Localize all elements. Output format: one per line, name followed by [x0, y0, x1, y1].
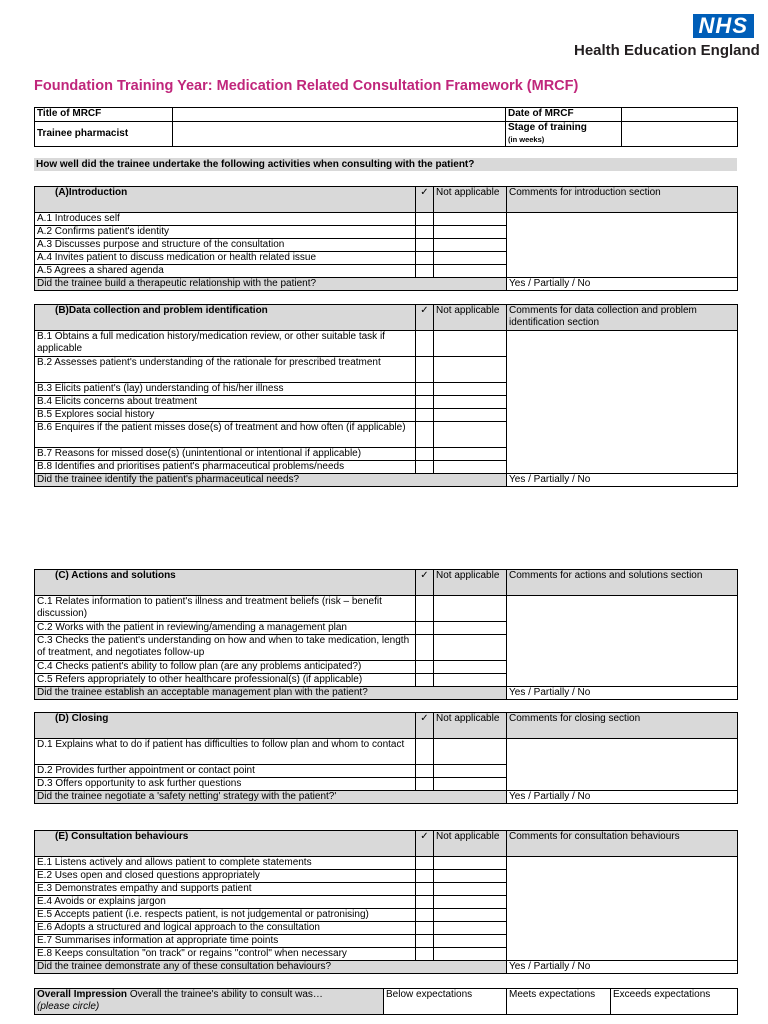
na-cell[interactable]: [434, 922, 507, 935]
not-applicable-header: Not applicable: [434, 305, 507, 331]
stage-label: Stage of training: [508, 122, 587, 133]
list-item: A.3 Discusses purpose and structure of the consultation: [35, 239, 416, 252]
stage-sublabel: (in weeks): [508, 135, 545, 144]
tick-cell[interactable]: [416, 635, 434, 661]
na-cell[interactable]: [434, 883, 507, 896]
tick-cell[interactable]: [416, 448, 434, 461]
list-item: E.6 Adopts a structured and logical approach to the consultation: [35, 922, 416, 935]
summary-question: Did the trainee demonstrate any of these consultation behaviours?: [35, 961, 507, 974]
list-item: E.5 Accepts patient (i.e. respects patient, is not judgemental or patronising): [35, 909, 416, 922]
list-item: D.3 Offers opportunity to ask further questions: [35, 778, 416, 791]
answer-options[interactable]: Yes / Partially / No: [507, 791, 738, 804]
summary-question: Did the trainee negotiate a 'safety netting' strategy with the patient?': [35, 791, 507, 804]
tick-icon: ✓: [416, 570, 434, 596]
na-cell[interactable]: [434, 252, 507, 265]
list-item: C.3 Checks the patient's understanding on how and when to take medication, length of treatment, and negotiates follow-up: [35, 635, 416, 661]
na-cell[interactable]: [434, 635, 507, 661]
org-name: Health Education England: [574, 42, 760, 59]
list-item: B.7 Reasons for missed dose(s) (unintentional or intentional if applicable): [35, 448, 416, 461]
nhs-hee-logo: [574, 13, 760, 59]
na-cell[interactable]: [434, 239, 507, 252]
tick-cell[interactable]: [416, 883, 434, 896]
na-cell[interactable]: [434, 674, 507, 687]
tick-cell[interactable]: [416, 922, 434, 935]
date-label: Date of MRCF: [506, 108, 622, 122]
section-d-table: [34, 712, 738, 804]
title-field[interactable]: [173, 108, 506, 122]
tick-icon: ✓: [416, 831, 434, 857]
stage-field[interactable]: [622, 122, 738, 147]
na-cell[interactable]: [434, 870, 507, 883]
summary-question: Did the trainee build a therapeutic relationship with the patient?: [35, 278, 507, 291]
info-table: [34, 107, 738, 147]
not-applicable-header: Not applicable: [434, 831, 507, 857]
answer-options[interactable]: Yes / Partially / No: [507, 687, 738, 700]
overall-impression-prompt: [35, 989, 384, 1015]
na-cell[interactable]: [434, 422, 507, 448]
list-item: E.7 Summarises information at appropriate time points: [35, 935, 416, 948]
na-cell[interactable]: [434, 213, 507, 226]
tick-cell[interactable]: [416, 661, 434, 674]
tick-cell[interactable]: [416, 674, 434, 687]
na-cell[interactable]: [434, 778, 507, 791]
section-heading: (E) Consultation behaviours: [35, 831, 416, 857]
answer-options[interactable]: Yes / Partially / No: [507, 278, 738, 291]
tick-cell[interactable]: [416, 765, 434, 778]
title-label: Title of MRCF: [35, 108, 173, 122]
tick-icon: ✓: [416, 187, 434, 213]
comments-box[interactable]: [507, 331, 738, 474]
tick-cell[interactable]: [416, 935, 434, 948]
not-applicable-header: Not applicable: [434, 570, 507, 596]
na-cell[interactable]: [434, 226, 507, 239]
na-cell[interactable]: [434, 765, 507, 778]
trainee-label: Trainee pharmacist: [35, 122, 173, 147]
list-item: C.4 Checks patient's ability to follow plan (are any problems anticipated?): [35, 661, 416, 674]
section-c-table: [34, 569, 738, 700]
list-item: B.6 Enquires if the patient misses dose(s) of treatment and how often (if applicable): [35, 422, 416, 448]
comments-header: Comments for introduction section: [507, 187, 738, 213]
tick-icon: ✓: [416, 713, 434, 739]
na-cell[interactable]: [434, 739, 507, 765]
tick-cell[interactable]: [416, 622, 434, 635]
na-cell[interactable]: [434, 409, 507, 422]
list-item: C.1 Relates information to patient's illness and treatment beliefs (risk – benefit discussion): [35, 596, 416, 622]
list-item: C.2 Works with the patient in reviewing/amending a management plan: [35, 622, 416, 635]
activities-question: How well did the trainee undertake the following activities when consulting with the patient?: [34, 158, 737, 171]
stage-cell: [506, 122, 622, 147]
list-item: E.3 Demonstrates empathy and supports patient: [35, 883, 416, 896]
section-heading: (B)Data collection and problem identification: [35, 305, 416, 331]
na-cell[interactable]: [434, 622, 507, 635]
list-item: A.5 Agrees a shared agenda: [35, 265, 416, 278]
tick-cell[interactable]: [416, 265, 434, 278]
list-item: B.1 Obtains a full medication history/medication review, or other suitable task if applicable: [35, 331, 416, 357]
comments-header: Comments for closing section: [507, 713, 738, 739]
tick-cell[interactable]: [416, 396, 434, 409]
na-cell[interactable]: [434, 448, 507, 461]
overall-text: Overall the trainee's ability to consult was…: [129, 989, 323, 1000]
tick-cell[interactable]: [416, 252, 434, 265]
option-below-expectations[interactable]: Below expectations: [384, 989, 507, 1015]
na-cell[interactable]: [434, 396, 507, 409]
na-cell[interactable]: [434, 857, 507, 870]
tick-cell[interactable]: [416, 213, 434, 226]
option-exceeds-expectations[interactable]: Exceeds expectations: [611, 989, 738, 1015]
answer-options[interactable]: Yes / Partially / No: [507, 961, 738, 974]
tick-cell[interactable]: [416, 461, 434, 474]
section-a-table: [34, 186, 738, 291]
list-item: E.2 Uses open and closed questions appropriately: [35, 870, 416, 883]
tick-cell[interactable]: [416, 778, 434, 791]
tick-cell[interactable]: [416, 739, 434, 765]
tick-cell[interactable]: [416, 948, 434, 961]
list-item: B.8 Identifies and prioritises patient's pharmaceutical problems/needs: [35, 461, 416, 474]
list-item: E.8 Keeps consultation "on track" or regains "control" when necessary: [35, 948, 416, 961]
tick-cell[interactable]: [416, 357, 434, 383]
na-cell[interactable]: [434, 935, 507, 948]
overall-impression-table: [34, 988, 738, 1015]
tick-cell[interactable]: [416, 870, 434, 883]
na-cell[interactable]: [434, 948, 507, 961]
summary-question: Did the trainee establish an acceptable management plan with the patient?: [35, 687, 507, 700]
tick-cell[interactable]: [416, 596, 434, 622]
not-applicable-header: Not applicable: [434, 713, 507, 739]
na-cell[interactable]: [434, 596, 507, 622]
list-item: D.1 Explains what to do if patient has difficulties to follow plan and whom to contact: [35, 739, 416, 765]
list-item: D.2 Provides further appointment or contact point: [35, 765, 416, 778]
section-heading: (A)Introduction: [35, 187, 416, 213]
list-item: B.5 Explores social history: [35, 409, 416, 422]
comments-box[interactable]: [507, 596, 738, 687]
tick-cell[interactable]: [416, 896, 434, 909]
na-cell[interactable]: [434, 265, 507, 278]
na-cell[interactable]: [434, 383, 507, 396]
summary-question: Did the trainee identify the patient's pharmaceutical needs?: [35, 474, 507, 487]
comments-header: Comments for data collection and problem identification section: [507, 305, 738, 331]
list-item: E.4 Avoids or explains jargon: [35, 896, 416, 909]
na-cell[interactable]: [434, 357, 507, 383]
section-heading: (C) Actions and solutions: [35, 570, 416, 596]
overall-label: Overall Impression: [37, 989, 128, 1000]
list-item: A.2 Confirms patient's identity: [35, 226, 416, 239]
comments-header: Comments for actions and solutions section: [507, 570, 738, 596]
section-e-table: [34, 830, 738, 974]
list-item: B.2 Assesses patient's understanding of the rationale for prescribed treatment: [35, 357, 416, 383]
tick-cell[interactable]: [416, 383, 434, 396]
not-applicable-header: Not applicable: [434, 187, 507, 213]
trainee-field[interactable]: [173, 122, 506, 147]
tick-cell[interactable]: [416, 226, 434, 239]
tick-cell[interactable]: [416, 331, 434, 357]
tick-cell[interactable]: [416, 422, 434, 448]
tick-icon: ✓: [416, 305, 434, 331]
list-item: C.5 Refers appropriately to other healthcare professional(s) (if applicable): [35, 674, 416, 687]
tick-cell[interactable]: [416, 409, 434, 422]
answer-options[interactable]: Yes / Partially / No: [507, 474, 738, 487]
na-cell[interactable]: [434, 331, 507, 357]
comments-header: Comments for consultation behaviours: [507, 831, 738, 857]
tick-cell[interactable]: [416, 857, 434, 870]
nhs-logo: NHS: [693, 14, 754, 38]
list-item: B.4 Elicits concerns about treatment: [35, 396, 416, 409]
comments-box[interactable]: [507, 857, 738, 961]
na-cell[interactable]: [434, 461, 507, 474]
na-cell[interactable]: [434, 661, 507, 674]
comments-box[interactable]: [507, 739, 738, 791]
date-field[interactable]: [622, 108, 738, 122]
list-item: A.1 Introduces self: [35, 213, 416, 226]
overall-note: (please circle): [37, 1001, 100, 1012]
tick-cell[interactable]: [416, 239, 434, 252]
na-cell[interactable]: [434, 896, 507, 909]
list-item: A.4 Invites patient to discuss medication or health related issue: [35, 252, 416, 265]
section-heading: (D) Closing: [35, 713, 416, 739]
option-meets-expectations[interactable]: Meets expectations: [507, 989, 611, 1015]
comments-box[interactable]: [507, 213, 738, 278]
section-b-table: [34, 304, 738, 487]
list-item: E.1 Listens actively and allows patient to complete statements: [35, 857, 416, 870]
document-title: Foundation Training Year: Medication Related Consultation Framework (MRCF): [34, 78, 579, 94]
tick-cell[interactable]: [416, 909, 434, 922]
list-item: B.3 Elicits patient's (lay) understanding of his/her illness: [35, 383, 416, 396]
na-cell[interactable]: [434, 909, 507, 922]
